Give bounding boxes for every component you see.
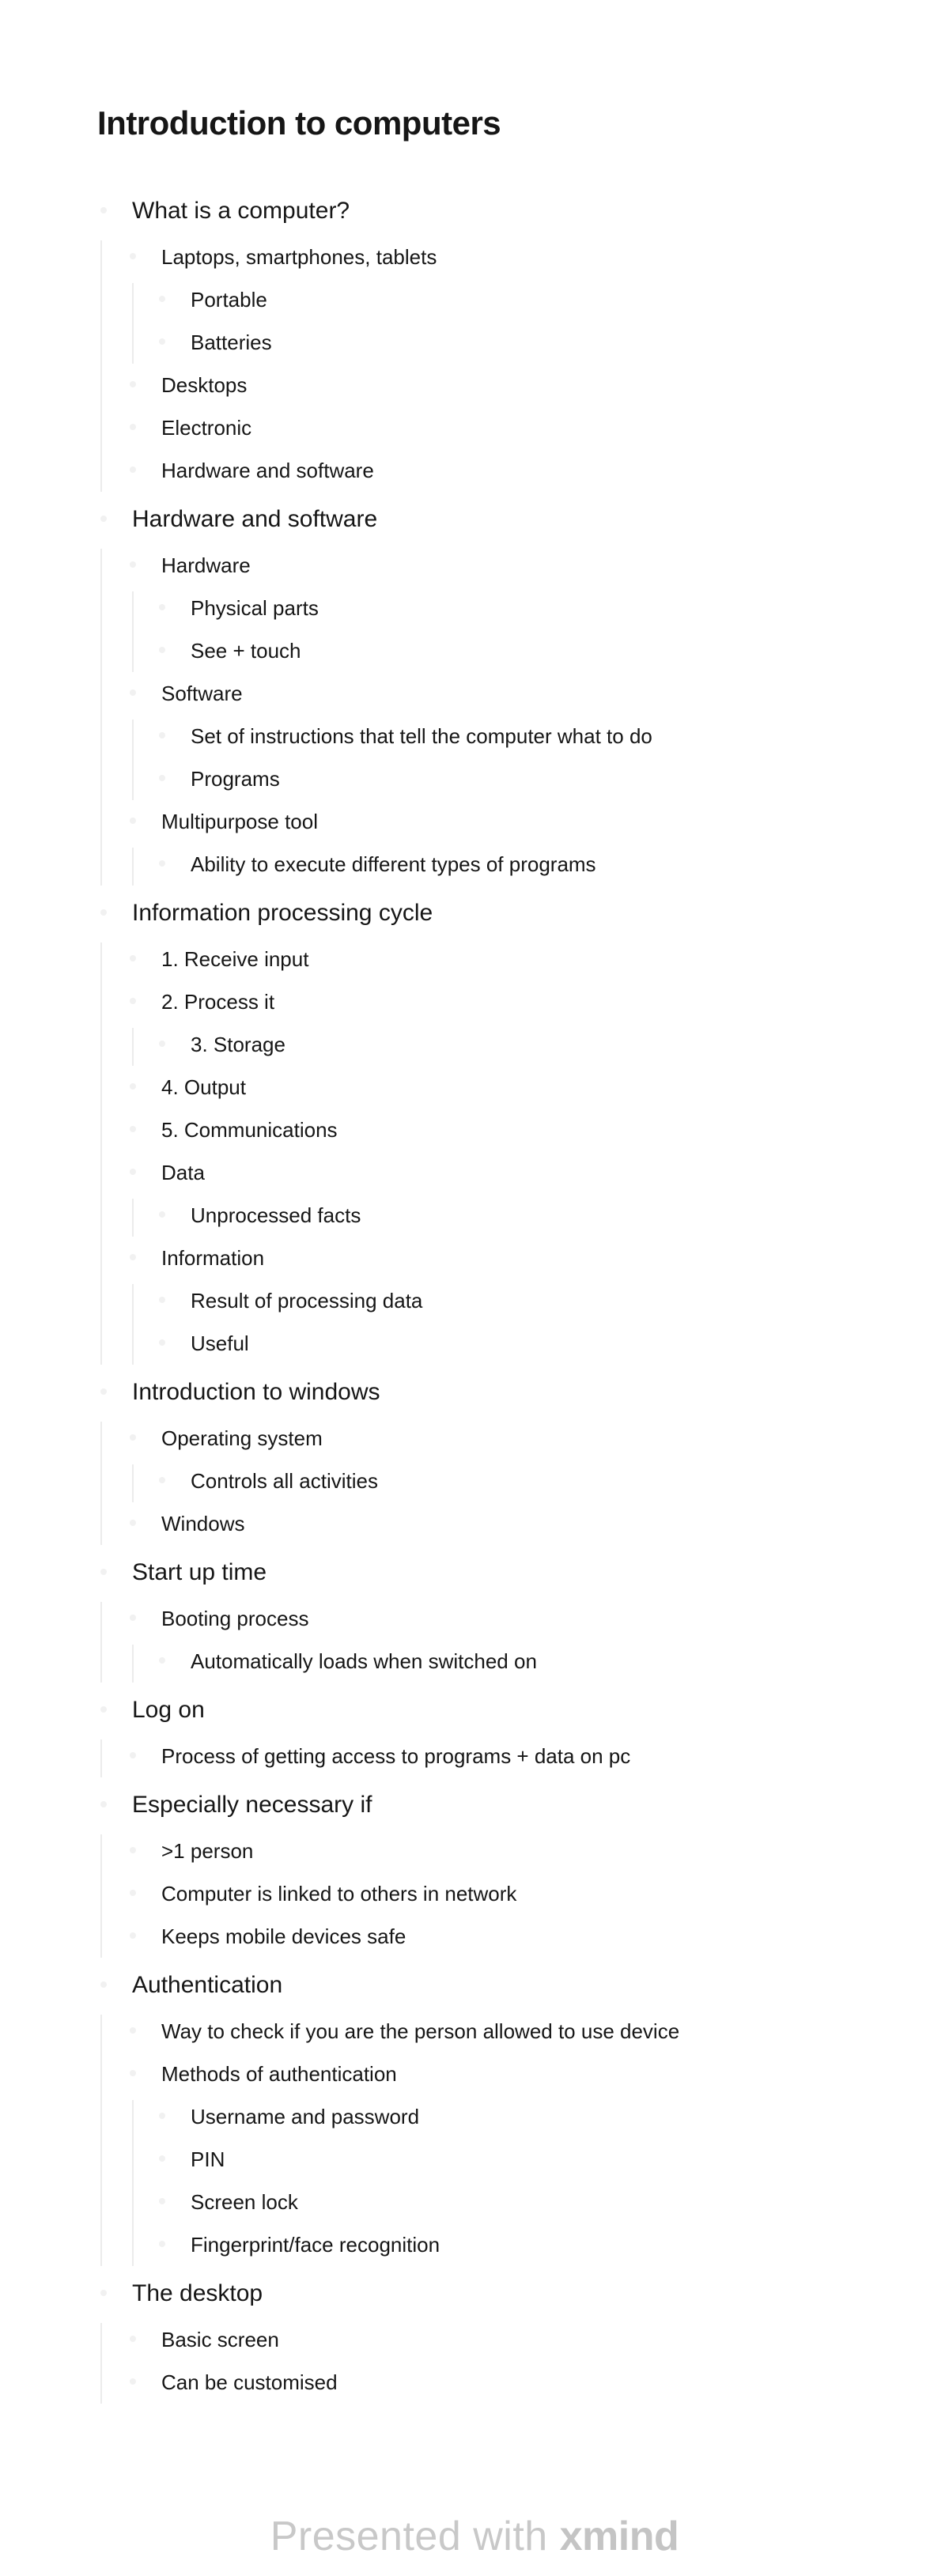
outline-item-text: Result of processing data [191, 1289, 423, 1313]
outline-item-level-2 [161, 245, 437, 270]
bullet-icon [130, 424, 136, 430]
bullet-icon [130, 561, 136, 568]
branch-line [132, 1645, 134, 1683]
outline-item-text: 2. Process it [161, 990, 275, 1014]
outline-item-level-1 [132, 1379, 380, 1406]
bullet-icon [130, 2070, 136, 2076]
branch-line [100, 2015, 102, 2266]
bullet-icon [130, 1169, 136, 1175]
outline-item-text: Multipurpose tool [161, 810, 318, 833]
outline-item-text: Process of getting access to programs + data on pc [161, 1744, 631, 1768]
outline-item-level-1 [132, 506, 377, 533]
outline-item-text: Basic screen [161, 2328, 279, 2351]
outline-item-text: Hardware [161, 553, 251, 577]
outline-item-text: PIN [191, 2147, 225, 2171]
bullet-icon [159, 1297, 165, 1303]
bullet-icon [159, 2155, 165, 2162]
outline-item-level-3 [191, 2105, 419, 2129]
branch-line [100, 2323, 102, 2404]
bullet-icon [130, 2378, 136, 2385]
outline-item-text: Laptops, smartphones, tablets [161, 245, 437, 269]
outline-item-level-2 [161, 1882, 516, 1906]
bullet-icon [130, 1126, 136, 1132]
bullet-icon [100, 207, 107, 213]
outline-item-level-2 [161, 1744, 630, 1769]
outline-item-level-2 [161, 1839, 253, 1864]
outline-item-text: Operating system [161, 1426, 323, 1450]
outline-item-text: Keeps mobile devices safe [161, 1924, 406, 1948]
branch-line [100, 549, 102, 886]
outline-item-text: >1 person [161, 1839, 254, 1863]
outline-item-level-2 [161, 459, 374, 483]
outline-item-level-3 [191, 596, 319, 621]
page-title: Introduction to computers [97, 104, 501, 142]
outline-item-level-3 [191, 1289, 422, 1313]
outline-item-level-1 [132, 900, 433, 927]
outline-item-level-3 [191, 767, 280, 791]
outline-item-text: Ability to execute different types of programs [191, 852, 596, 876]
branch-line [132, 1199, 134, 1237]
outline-item-text: The desktop [132, 2280, 263, 2306]
outline-item-text: Booting process [161, 1607, 309, 1630]
bullet-icon [130, 1434, 136, 1441]
bullet-icon [100, 1706, 107, 1713]
outline-item-text: 1. Receive input [161, 947, 309, 971]
outline-item-level-1 [132, 1972, 282, 1999]
outline-item-level-2 [161, 1075, 246, 1100]
bullet-icon [100, 1801, 107, 1807]
outline-item-level-1 [132, 198, 350, 225]
outline-item-level-1 [132, 1697, 205, 1724]
outline-item-level-2 [161, 1426, 323, 1451]
bullet-icon [130, 1615, 136, 1621]
outline-item-text: Desktops [161, 373, 248, 397]
bullet-icon [159, 604, 165, 610]
outline-item-text: Portable [191, 288, 267, 312]
outline-item-level-2 [161, 990, 274, 1014]
outline-item-text: Hardware and software [161, 459, 374, 482]
outline-item-level-2 [161, 947, 308, 972]
branch-line [132, 720, 134, 800]
outline-item-level-2 [161, 1118, 338, 1143]
outline-item-level-2 [161, 1924, 406, 1949]
bullet-icon [130, 1932, 136, 1939]
outline-item-level-2 [161, 1512, 244, 1536]
branch-line [100, 240, 102, 492]
branch-line [132, 848, 134, 886]
bullet-icon [130, 1890, 136, 1896]
bullet-icon [159, 1211, 165, 1218]
outline-item-level-3 [191, 1649, 537, 1674]
outline-item-text: Start up time [132, 1559, 267, 1585]
outline-item-level-1 [132, 1792, 372, 1819]
bullet-icon [100, 1981, 107, 1988]
bullet-icon [100, 516, 107, 522]
branch-line [132, 1028, 134, 1066]
outline-item-text: Especially necessary if [132, 1792, 372, 1818]
outline-item-text: Screen lock [191, 2190, 298, 2214]
outline-item-text: Set of instructions that tell the computer what to do [191, 724, 652, 748]
outline-item-level-2 [161, 810, 318, 834]
footer-prefix: Presented with [270, 2514, 548, 2559]
outline-item-level-2 [161, 2370, 338, 2395]
outline-item-text: Controls all activities [191, 1469, 378, 1493]
outline-item-level-3 [191, 330, 272, 355]
outline-item-level-3 [191, 2233, 440, 2257]
outline-item-level-3 [191, 2190, 298, 2215]
bullet-icon [130, 998, 136, 1004]
bullet-icon [159, 647, 165, 653]
outline-item-text: Data [161, 1161, 205, 1184]
branch-line [100, 942, 102, 1365]
outline-item-text: Information processing cycle [132, 900, 433, 926]
outline-item-level-3 [191, 1331, 249, 1356]
outline-item-text: Methods of authentication [161, 2062, 397, 2086]
outline-item-level-2 [161, 416, 251, 440]
bullet-icon [159, 296, 165, 302]
outline-item-level-2 [161, 1607, 308, 1631]
outline-item-text: Software [161, 682, 243, 705]
bullet-icon [130, 1752, 136, 1758]
bullet-icon [130, 2336, 136, 2342]
branch-line [100, 1834, 102, 1958]
branch-line [132, 2100, 134, 2266]
bullet-icon [130, 253, 136, 259]
outline-item-level-3 [191, 2147, 225, 2172]
branch-line [132, 1284, 134, 1365]
bullet-icon [159, 2241, 165, 2247]
outline-item-text: Computer is linked to others in network [161, 1882, 517, 1906]
bullet-icon [130, 818, 136, 824]
bullet-icon [130, 466, 136, 473]
outline-item-text: Physical parts [191, 596, 319, 620]
outline-item-level-3 [191, 1203, 361, 1228]
outline-item-text: What is a computer? [132, 198, 350, 224]
outline-item-text: Information [161, 1246, 265, 1270]
outline-item-text: Introduction to windows [132, 1379, 380, 1405]
footer [0, 2513, 949, 2560]
outline-item-text: See + touch [191, 639, 301, 663]
bullet-icon [100, 909, 107, 916]
outline-item-text: Username and password [191, 2105, 420, 2128]
outline-item-level-1 [132, 2280, 263, 2307]
outline-item-level-2 [161, 1161, 205, 1185]
outline-item-level-3 [191, 1033, 285, 1057]
branch-line [100, 1739, 102, 1777]
bullet-icon [130, 1254, 136, 1260]
outline-item-text: Can be customised [161, 2370, 338, 2394]
outline-item-text: Windows [161, 1512, 245, 1535]
bullet-icon [130, 381, 136, 387]
outline-item-level-2 [161, 373, 247, 398]
bullet-icon [159, 338, 165, 345]
outline-item-text: Batteries [191, 330, 272, 354]
outline-item-text: Electronic [161, 416, 252, 440]
bullet-icon [130, 955, 136, 961]
bullet-icon [159, 775, 165, 781]
bullet-icon [159, 1339, 165, 1346]
bullet-icon [159, 1477, 165, 1483]
outline-item-level-2 [161, 1246, 264, 1271]
outline-item-level-3 [191, 639, 301, 663]
outline-item-level-2 [161, 553, 251, 578]
outline-item-text: 5. Communications [161, 1118, 338, 1142]
branch-line [100, 1602, 102, 1683]
outline-item-level-3 [191, 288, 267, 312]
bullet-icon [130, 1847, 136, 1853]
outline-item-text: Unprocessed facts [191, 1203, 361, 1227]
branch-line [100, 1422, 102, 1545]
bullet-icon [130, 1520, 136, 1526]
outline-item-text: Fingerprint/face recognition [191, 2233, 440, 2257]
bullet-icon [159, 860, 165, 867]
bullet-icon [100, 1569, 107, 1575]
bullet-icon [159, 2113, 165, 2119]
outline-item-text: Useful [191, 1331, 249, 1355]
bullet-icon [159, 732, 165, 738]
bullet-icon [100, 1388, 107, 1395]
bullet-icon [130, 2027, 136, 2034]
outline-item-level-2 [161, 2328, 279, 2352]
outline-item-text: Way to check if you are the person allowed to use device [161, 2019, 680, 2043]
outline-item-text: Hardware and software [132, 506, 378, 532]
branch-line [132, 1464, 134, 1502]
bullet-icon [159, 1041, 165, 1047]
outline-item-level-3 [191, 724, 652, 749]
outline-item-text: 4. Output [161, 1075, 246, 1099]
outline-item-level-1 [132, 1559, 267, 1586]
bullet-icon [100, 2290, 107, 2296]
outline-item-level-3 [191, 852, 596, 877]
bullet-icon [159, 2198, 165, 2204]
bullet-icon [130, 1083, 136, 1090]
outline-item-level-3 [191, 1469, 378, 1494]
outline-item-text: Programs [191, 767, 280, 791]
outline-item-level-2 [161, 2062, 397, 2087]
outline-item-text: 3. Storage [191, 1033, 285, 1056]
branch-line [132, 591, 134, 672]
branch-line [132, 283, 134, 364]
outline-item-text: Automatically loads when switched on [191, 1649, 537, 1673]
outline-item-level-2 [161, 2019, 679, 2044]
xmind-logo: xmind [559, 2514, 679, 2559]
outline-item-text: Log on [132, 1697, 205, 1723]
outline-item-text: Authentication [132, 1972, 283, 1998]
outline-item-level-2 [161, 682, 243, 706]
bullet-icon [159, 1657, 165, 1664]
bullet-icon [130, 689, 136, 696]
